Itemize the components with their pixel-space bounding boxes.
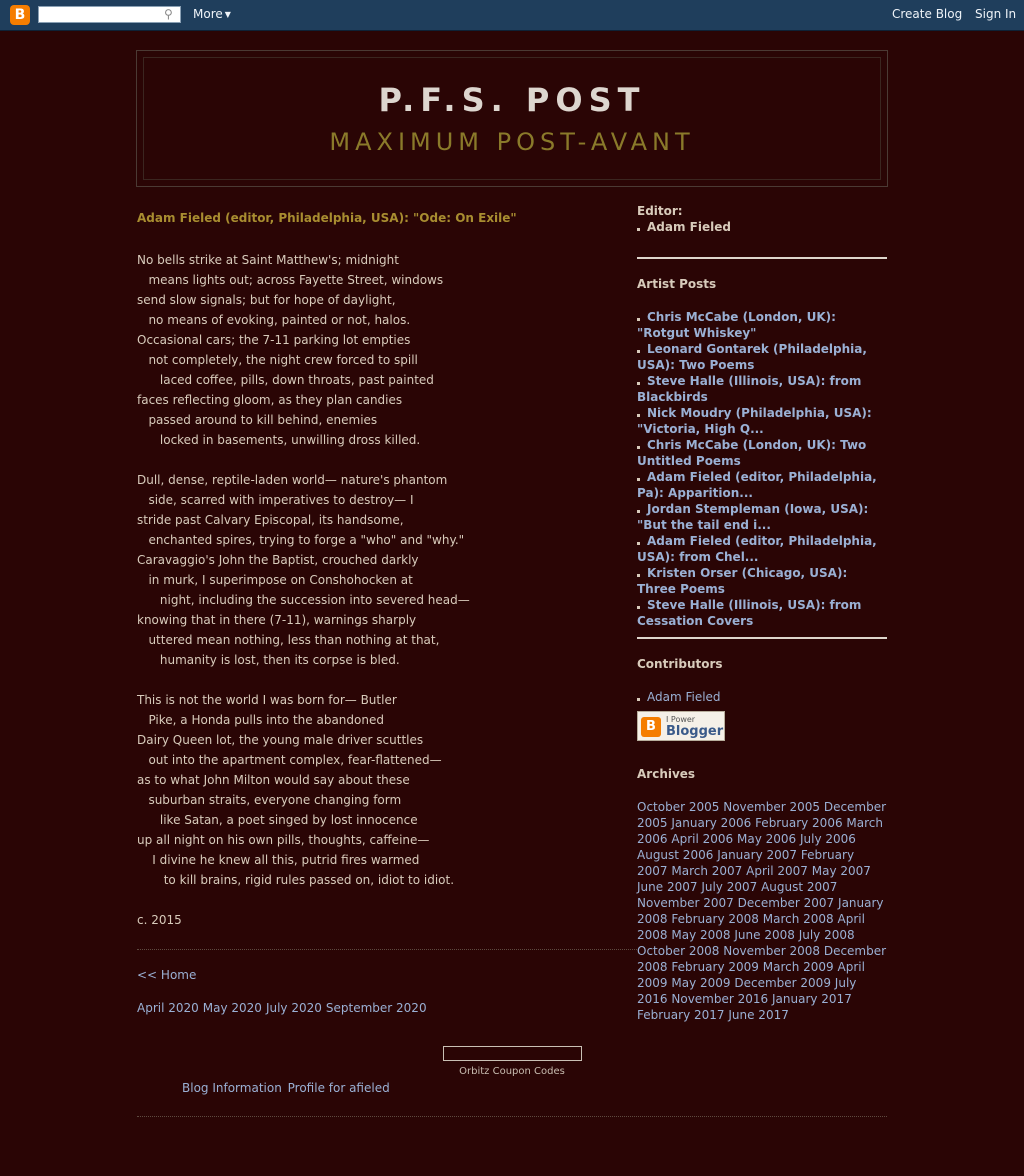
poem-line: No bells strike at Saint Matthew's; midnight bbox=[137, 253, 399, 267]
archive-month-link[interactable]: July 2020 bbox=[265, 1001, 322, 1015]
search-input[interactable] bbox=[39, 7, 163, 22]
contributors-heading: Contributors bbox=[637, 657, 723, 671]
poem-line: suburban straits, everyone changing form bbox=[137, 793, 402, 807]
artist-post-item bbox=[637, 533, 887, 565]
archive-month-link[interactable]: March 2006 bbox=[637, 816, 884, 846]
post-body bbox=[137, 250, 637, 890]
poem-stanza bbox=[137, 250, 637, 450]
artist-posts-heading: Artist Posts bbox=[637, 277, 717, 291]
archive-month-link[interactable]: December 2005 bbox=[637, 800, 887, 830]
artist-post-item bbox=[637, 373, 887, 405]
poem-line: Caravaggio's John the Baptist, crouched darkly bbox=[137, 553, 419, 567]
powered-by-blogger-badge[interactable] bbox=[637, 711, 725, 741]
blogger-logo-icon[interactable]: B bbox=[10, 5, 30, 25]
archive-month-link[interactable]: February 2017 bbox=[637, 1008, 725, 1022]
archive-month-link[interactable]: February 2007 bbox=[637, 848, 855, 878]
archive-month-link[interactable]: April 2007 bbox=[746, 864, 808, 878]
archive-month-link[interactable]: April 2008 bbox=[637, 912, 865, 942]
search-icon[interactable]: ⚲ bbox=[164, 7, 173, 21]
poem-line: not completely, the night crew forced to spill bbox=[137, 353, 418, 367]
poem-line: in murk, I superimpose on Conshohocken at bbox=[137, 573, 413, 587]
archive-month-link[interactable]: June 2007 bbox=[637, 880, 698, 894]
ad-link[interactable]: Orbitz Coupon Codes bbox=[459, 1066, 565, 1077]
archive-month-link[interactable]: November 2007 bbox=[637, 896, 734, 910]
archive-month-link[interactable]: December 2009 bbox=[734, 976, 831, 990]
archive-month-link[interactable]: November 2005 bbox=[723, 800, 820, 814]
archive-month-link[interactable]: January 2007 bbox=[717, 848, 798, 862]
post-title: Adam Fieled (editor, Philadelphia, USA): "Ode: On Exile" bbox=[137, 211, 517, 225]
powered-small-text: I Power bbox=[666, 715, 696, 724]
archive-month-link[interactable]: November 2008 bbox=[723, 944, 820, 958]
artist-post-link[interactable]: Nick Moudry (Philadelphia, USA): "Victoria, High Q... bbox=[637, 406, 872, 436]
archive-month-link[interactable]: March 2007 bbox=[671, 864, 743, 878]
footer-divider bbox=[137, 1116, 887, 1117]
artist-post-link[interactable]: Steve Halle (Illinois, USA): from Cessation Covers bbox=[637, 598, 862, 628]
contributor-link[interactable]: Adam Fieled bbox=[647, 690, 721, 704]
more-menu-button[interactable] bbox=[193, 7, 231, 21]
poem-line: Dull, dense, reptile-laden world— nature's phantom bbox=[137, 473, 448, 487]
poem-line: like Satan, a poet singed by lost innocence bbox=[137, 813, 418, 827]
archive-month-link[interactable]: July 2016 bbox=[637, 976, 857, 1006]
artist-post-item bbox=[637, 597, 887, 629]
blog-title[interactable]: P.F.S. POST bbox=[378, 81, 646, 119]
poem-line: to kill brains, rigid rules passed on, idiot to idiot. bbox=[137, 873, 455, 887]
create-blog-link[interactable]: Create Blog bbox=[892, 7, 963, 21]
artist-post-link[interactable]: Adam Fieled (editor, Philadelphia, Pa): Apparition... bbox=[637, 470, 877, 500]
poem-line: enchanted spires, trying to forge a "who" and "why." bbox=[137, 533, 465, 547]
archive-month-link[interactable]: January 2017 bbox=[771, 992, 852, 1006]
artist-post-item bbox=[637, 469, 887, 501]
archive-month-link[interactable]: October 2008 bbox=[637, 944, 720, 958]
editor-name: Adam Fieled bbox=[637, 219, 887, 235]
archive-month-link[interactable]: March 2009 bbox=[762, 960, 834, 974]
poem-line: Dairy Queen lot, the young male driver scuttles bbox=[137, 733, 424, 747]
poem-line: passed around to kill behind, enemies bbox=[137, 413, 378, 427]
artist-post-link[interactable]: Chris McCabe (London, UK): "Rotgut Whiskey" bbox=[637, 310, 836, 340]
archive-month-link[interactable]: May 2020 bbox=[202, 1001, 262, 1015]
poem-line: as to what John Milton would say about these bbox=[137, 773, 410, 787]
artist-post-link[interactable]: Steve Halle (Illinois, USA): from Blackbirds bbox=[637, 374, 862, 404]
poem-line: uttered mean nothing, less than nothing at that, bbox=[137, 633, 440, 647]
home-link[interactable]: << Home bbox=[137, 968, 197, 982]
editor-heading: Editor: bbox=[637, 204, 683, 218]
main-content bbox=[137, 210, 637, 1015]
poem-line: send slow signals; but for hope of daylight, bbox=[137, 293, 396, 307]
archive-month-link[interactable]: June 2017 bbox=[728, 1008, 789, 1022]
archives-heading: Archives bbox=[637, 767, 696, 781]
archive-month-link[interactable]: May 2006 bbox=[736, 832, 797, 846]
artist-posts-list bbox=[637, 309, 887, 629]
artist-post-item bbox=[637, 405, 887, 437]
poem-line: stride past Calvary Episcopal, its handsome, bbox=[137, 513, 404, 527]
artist-post-item bbox=[637, 437, 887, 469]
post-divider bbox=[137, 949, 637, 950]
poem-line: This is not the world I was born for— Butler bbox=[137, 693, 397, 707]
archive-month-link[interactable]: August 2007 bbox=[761, 880, 838, 894]
archive-month-link[interactable]: January 2006 bbox=[671, 816, 752, 830]
archive-month-link[interactable]: February 2006 bbox=[755, 816, 843, 830]
recent-archive-links bbox=[137, 1001, 637, 1015]
poem-line: humanity is lost, then its corpse is bled. bbox=[137, 653, 400, 667]
chevron-down-icon: ▼ bbox=[224, 10, 231, 19]
poem-line: faces reflecting gloom, as they plan candies bbox=[137, 393, 403, 407]
sidebar bbox=[637, 203, 887, 1023]
archive-month-link[interactable]: December 2007 bbox=[737, 896, 835, 910]
artist-post-item bbox=[637, 565, 887, 597]
poem-line: up all night on his own pills, thoughts, caffeine— bbox=[137, 833, 430, 847]
poem-stanza bbox=[137, 470, 637, 670]
archives-list bbox=[637, 799, 887, 1023]
archive-month-link[interactable]: June 2008 bbox=[734, 928, 795, 942]
artist-post-item bbox=[637, 309, 887, 341]
poem-line: laced coffee, pills, down throats, past painted bbox=[137, 373, 434, 387]
archive-month-link[interactable]: September 2020 bbox=[325, 1001, 427, 1015]
archive-month-link[interactable]: May 2009 bbox=[671, 976, 731, 990]
blog-description: MAXIMUM POST-AVANT bbox=[329, 128, 695, 156]
blogger-navbar bbox=[0, 0, 1024, 31]
artist-post-link[interactable]: Kristen Orser (Chicago, USA): Three Poems bbox=[637, 566, 848, 596]
archive-month-link[interactable]: October 2005 bbox=[637, 800, 720, 814]
artist-post-link[interactable]: Adam Fieled (editor, Philadelphia, USA): from Chel... bbox=[637, 534, 877, 564]
ad-box[interactable] bbox=[443, 1046, 582, 1061]
poem-line: knowing that in there (7-11), warnings sharply bbox=[137, 613, 417, 627]
archive-month-link[interactable]: March 2008 bbox=[762, 912, 834, 926]
blogger-logo-icon: B bbox=[641, 717, 661, 737]
archive-month-link[interactable]: April 2020 bbox=[137, 1001, 199, 1015]
poem-line: Pike, a Honda pulls into the abandoned bbox=[137, 713, 384, 727]
poem-stanza bbox=[137, 690, 637, 890]
archive-month-link[interactable]: April 2009 bbox=[637, 960, 865, 990]
sign-in-link[interactable]: Sign In bbox=[975, 7, 1017, 21]
post-byline: c. 2015 bbox=[137, 913, 182, 927]
navbar-search bbox=[38, 6, 181, 23]
artist-post-link[interactable]: Leonard Gontarek (Philadelphia, USA): Two Poems bbox=[637, 342, 867, 372]
archive-month-link[interactable]: November 2016 bbox=[671, 992, 769, 1006]
artist-post-item bbox=[637, 501, 887, 533]
profile-link[interactable]: Profile for afieled bbox=[287, 1081, 390, 1095]
archive-month-link[interactable]: February 2008 bbox=[671, 912, 759, 926]
poem-line: Occasional cars; the 7-11 parking lot empties bbox=[137, 333, 411, 347]
archive-month-link[interactable]: July 2006 bbox=[799, 832, 856, 846]
blog-header-inner bbox=[143, 57, 881, 180]
artist-post-item bbox=[637, 341, 887, 373]
poem-line: I divine he knew all this, putrid fires warmed bbox=[137, 853, 420, 867]
poem-line: night, including the succession into severed head— bbox=[137, 593, 470, 607]
more-label: More bbox=[193, 7, 223, 21]
poem-line: out into the apartment complex, fear-flattened— bbox=[137, 753, 442, 767]
artist-post-link[interactable]: Chris McCabe (London, UK): Two Untitled Poems bbox=[637, 438, 867, 468]
poem-line: means lights out; across Fayette Street, windows bbox=[137, 273, 444, 287]
poem-line: no means of evoking, painted or not, halos. bbox=[137, 313, 411, 327]
footer-links bbox=[182, 1081, 392, 1095]
contributor-item bbox=[637, 689, 887, 705]
archive-month-link[interactable]: February 2009 bbox=[671, 960, 759, 974]
archive-month-link[interactable]: July 2008 bbox=[798, 928, 855, 942]
archive-month-link[interactable]: May 2007 bbox=[811, 864, 871, 878]
blog-header bbox=[136, 50, 888, 187]
archive-month-link[interactable]: July 2007 bbox=[701, 880, 758, 894]
archive-month-link[interactable]: December 2008 bbox=[637, 944, 887, 974]
archive-month-link[interactable]: May 2008 bbox=[671, 928, 731, 942]
artist-post-link[interactable]: Jordan Stempleman (Iowa, USA): "But the tail end i... bbox=[637, 502, 869, 532]
poem-line: locked in basements, unwilling dross killed. bbox=[137, 433, 421, 447]
blog-information-link[interactable]: Blog Information bbox=[182, 1081, 282, 1095]
archive-month-link[interactable]: January 2008 bbox=[637, 896, 884, 926]
poem-line: side, scarred with imperatives to destroy— I bbox=[137, 493, 414, 507]
archive-month-link[interactable]: April 2006 bbox=[671, 832, 734, 846]
powered-big-text: Blogger bbox=[666, 724, 724, 739]
archive-month-link[interactable]: August 2006 bbox=[637, 848, 714, 862]
